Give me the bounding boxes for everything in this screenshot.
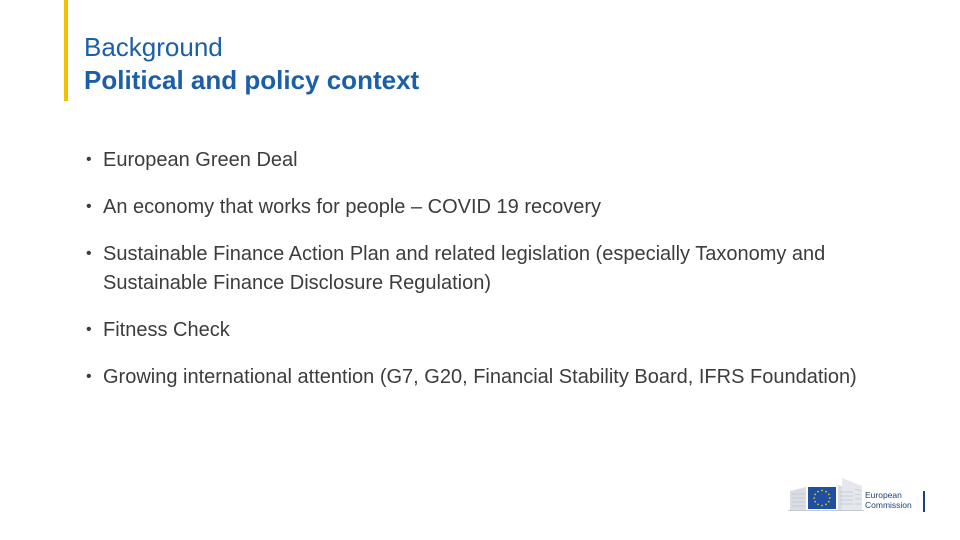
bullet-text: An economy that works for people – COVID 19 recovery: [103, 196, 602, 218]
bullet-item: [86, 240, 906, 297]
bullet-text: European Green Deal: [103, 149, 298, 171]
logo-line-commission: Commission: [865, 499, 912, 510]
bullet-dot-icon: •: [86, 367, 92, 385]
bullet-dot-icon: •: [86, 245, 92, 262]
bullet-text: Growing international attention (G7, G20, Financial Stability Board, IFRS Foundation): [103, 365, 857, 388]
logo-wordmark: [865, 491, 912, 510]
title-accent-bar: [64, 0, 68, 101]
european-commission-logo: [788, 474, 928, 516]
slide-title: [84, 31, 844, 97]
bullet-text: Fitness Check: [103, 318, 230, 341]
logo-line-european: European: [865, 490, 902, 500]
slide-title-line1: Background: [84, 32, 223, 62]
bullet-dot-icon: •: [86, 320, 92, 338]
bullet-item: [86, 316, 906, 345]
logo-divider: [923, 491, 925, 512]
bullet-item: [86, 193, 906, 222]
bullet-text: Sustainable Finance Action Plan and related legislation (especially Taxonomy and Sustainable Finance Disclosure Regulation): [103, 243, 826, 294]
bullet-dot-icon: •: [86, 151, 92, 168]
slide-title-line2: Political and policy context: [84, 65, 420, 95]
berlaymont-building-icon: [788, 474, 864, 516]
bullet-item: [86, 363, 906, 392]
bullet-list: [86, 146, 906, 410]
bullet-item: [86, 146, 906, 175]
bullet-dot-icon: •: [86, 198, 92, 215]
